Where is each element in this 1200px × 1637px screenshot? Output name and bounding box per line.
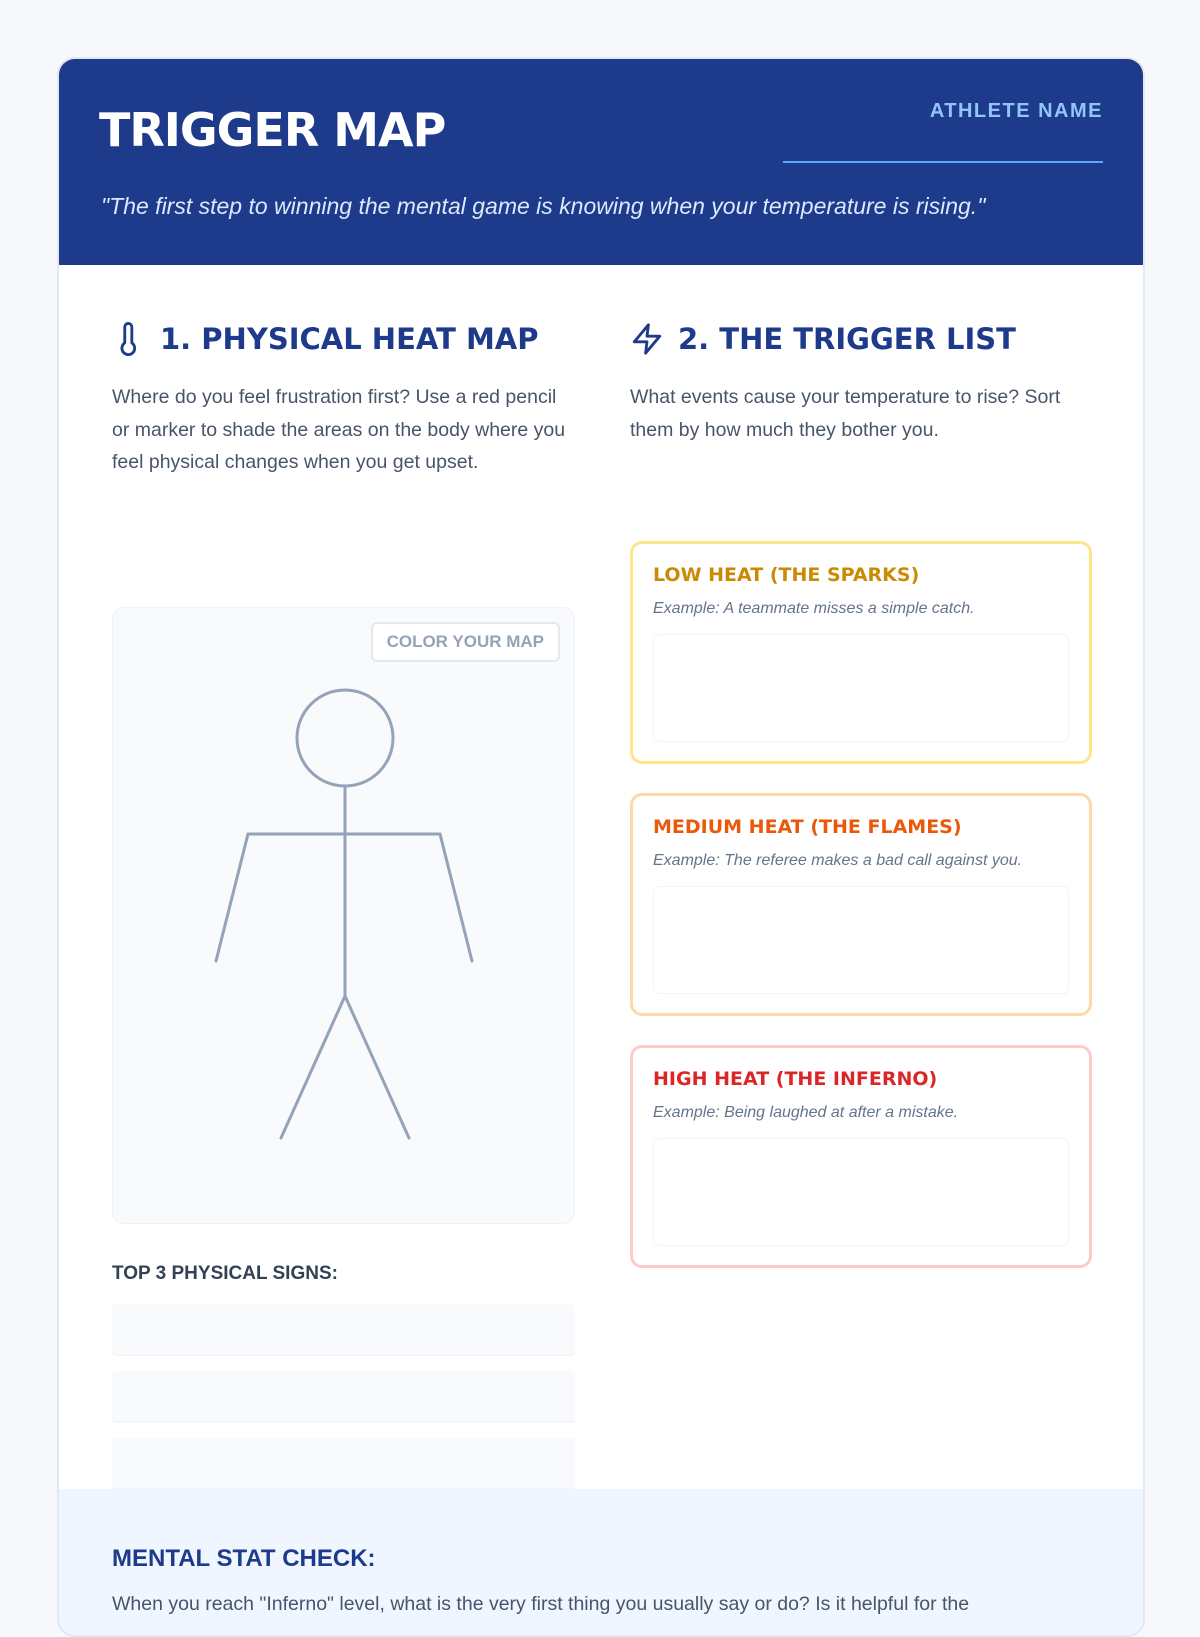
mental-stat-check-title: MENTAL STAT CHECK:	[112, 1545, 376, 1572]
high-heat-card	[630, 1045, 1092, 1268]
header-quote: "The first step to winning the mental game is knowing when your temperature is rising."	[101, 193, 986, 219]
mental-stat-check-section	[59, 1489, 1143, 1637]
worksheet-card	[57, 57, 1145, 1637]
trigger-list-description: What events cause your temperature to rise? Sort them by how much they bother you.	[630, 386, 1061, 441]
high-heat-title: HIGH HEAT (THE INFERNO)	[653, 1068, 938, 1090]
medium-heat-input[interactable]	[653, 886, 1069, 994]
mental-stat-check-text: When you reach "Inferno" level, what is the very first thing you usually say or do? Is it helpful for the	[112, 1593, 970, 1615]
low-heat-title: LOW HEAT (THE SPARKS)	[653, 564, 920, 586]
medium-heat-example: Example: The referee makes a bad call against you.	[653, 852, 1023, 869]
athlete-name-field[interactable]	[783, 161, 1103, 163]
trigger-list-title: 2. THE TRIGGER LIST	[678, 322, 1016, 356]
medium-heat-card	[630, 793, 1092, 1016]
lightning-icon	[630, 322, 664, 356]
physical-heat-map-description: Where do you feel frustration first? Use a red pencil or marker to shade the areas on the body where you feel physical changes when you get upset.	[112, 386, 566, 473]
athlete-name-label: ATHLETE NAME	[929, 100, 1103, 122]
header-banner	[59, 59, 1143, 265]
high-heat-input[interactable]	[653, 1138, 1069, 1246]
trigger-list-section	[630, 319, 1092, 1121]
physical-heat-map-section	[112, 319, 575, 1284]
low-heat-card	[630, 541, 1092, 764]
physical-heat-map-heading	[112, 319, 575, 359]
body-map-area[interactable]	[112, 607, 575, 1224]
color-your-map-button[interactable]: COLOR YOUR MAP	[371, 622, 560, 662]
page-title: TRIGGER MAP	[99, 103, 446, 157]
top-physical-signs-label: TOP 3 PHYSICAL SIGNS:	[112, 1263, 338, 1284]
physical-sign-input-1[interactable]	[112, 1304, 575, 1356]
physical-sign-input-2[interactable]	[112, 1371, 575, 1423]
thermometer-icon	[112, 322, 146, 356]
physical-heat-map-title: 1. PHYSICAL HEAT MAP	[160, 322, 539, 356]
low-heat-input[interactable]	[653, 634, 1069, 742]
stick-figure-icon	[113, 608, 576, 1225]
medium-heat-title: MEDIUM HEAT (THE FLAMES)	[653, 816, 962, 838]
physical-sign-input-3[interactable]	[112, 1438, 575, 1490]
trigger-list-heading	[630, 319, 1092, 359]
high-heat-example: Example: Being laughed at after a mistake.	[653, 1104, 959, 1121]
low-heat-example: Example: A teammate misses a simple catch.	[653, 600, 975, 617]
